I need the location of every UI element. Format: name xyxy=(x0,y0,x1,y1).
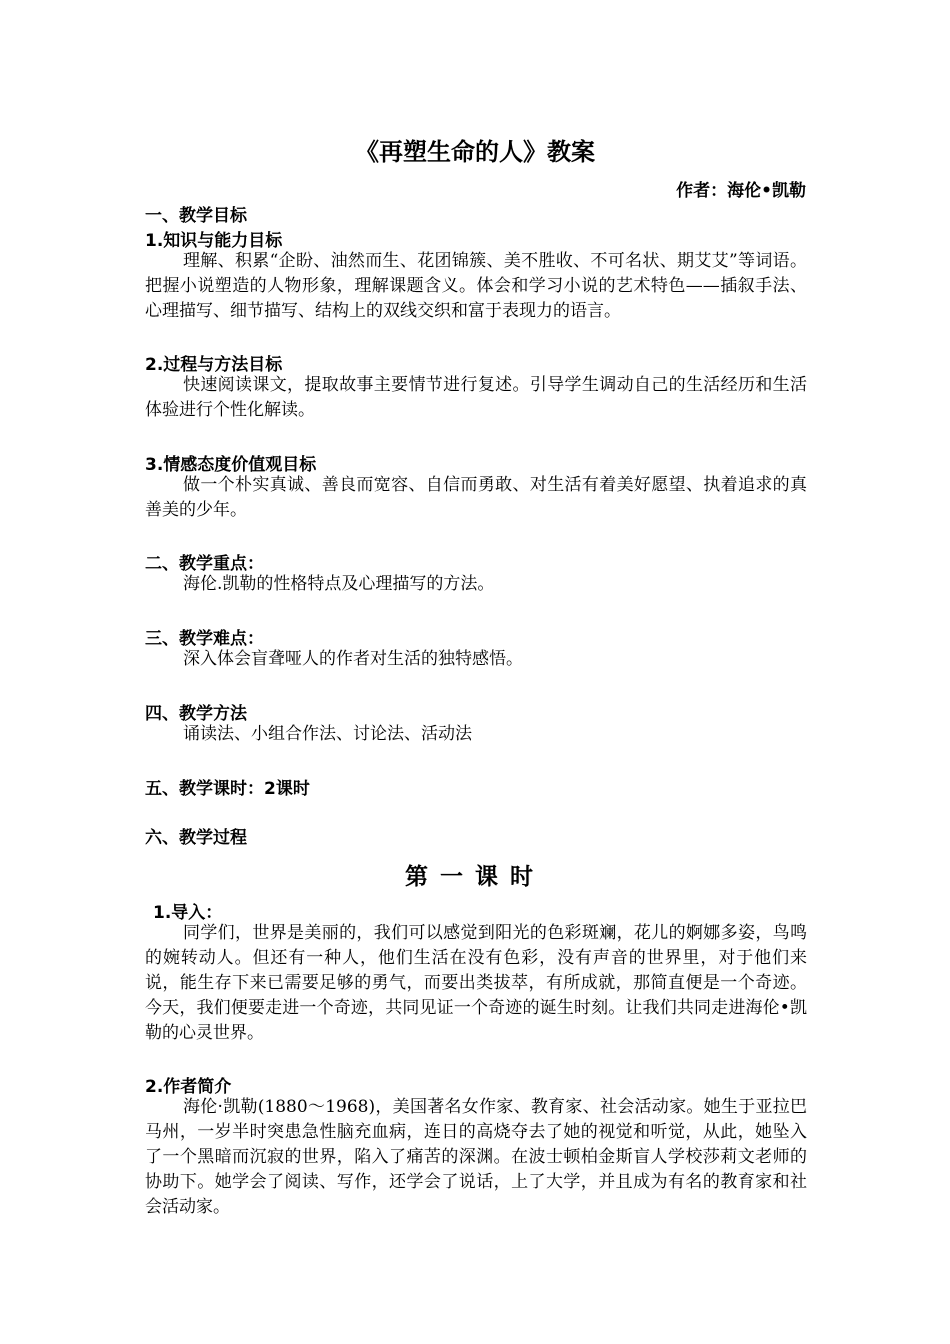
document-author: 作者：海伦•凯勒 xyxy=(676,181,806,201)
heading-key-points: 二、教学重点： xyxy=(145,554,264,574)
paragraph-process-method: 快速阅读课文，提取故事主要情节进行复述。引导学生调动自己的生活经历和生活体验进行个性化解读。 xyxy=(145,375,807,420)
paragraph-introduction: 同学们，世界是美丽的，我们可以感觉到阳光的色彩斑斓，花儿的婀娜多姿，鸟鸣的婉转动人。但还有一种人，他们生活在没有色彩，没有声音的世界里，对于他们来说，能生存下来已需要足够的勇气，而要出类拔萃，有所成就，那简直便是一个奇迹。今天，我们便要走进一个奇迹，共同见证一个奇迹的诞生时刻。让我们共同走进海伦•凯勒的心灵世界。 xyxy=(145,923,807,1043)
heading-difficulties: 三、教学难点： xyxy=(145,629,264,649)
document-title: 《再塑生命的人》教案 xyxy=(355,138,595,166)
paragraph-difficulties: 深入体会盲聋哑人的作者对生活的独特感悟。 xyxy=(183,649,523,669)
heading-class-hours: 五、教学课时：2课时 xyxy=(145,779,310,799)
paragraph-author-intro: 海伦·凯勒(1880～1968)，美国著名女作家、教育家、社会活动家。她生于亚拉巴马州，一岁半时突患急性脑充血病，连日的高烧夺去了她的视觉和听觉，从此，她坠入了一个黑暗而沉寂的世界，陷入了痛苦的深渊。在波士顿柏金斯盲人学校莎莉文老师的协助下。她学会了阅读、写作，还学会了说话，上了大学，并且成为有名的教育家和社会活动家。 xyxy=(145,1097,807,1217)
paragraph-methods: 诵读法、小组合作法、讨论法、活动法 xyxy=(183,724,472,744)
heading-author-intro: 2.作者简介 xyxy=(145,1077,232,1097)
paragraph-key-points: 海伦.凯勒的性格特点及心理描写的方法。 xyxy=(183,574,495,594)
heading-teaching-process: 六、教学过程 xyxy=(145,828,247,848)
heading-knowledge-ability: 1.知识与能力目标 xyxy=(145,231,283,251)
heading-teaching-goals: 一、教学目标 xyxy=(145,206,247,226)
heading-process-method: 2.过程与方法目标 xyxy=(145,355,283,375)
lesson-title: 第一课时 xyxy=(405,864,545,890)
heading-methods: 四、教学方法 xyxy=(145,704,247,724)
paragraph-emotion-values: 做一个朴实真诚、善良而宽容、自信而勇敢、对生活有着美好愿望、执着追求的真善美的少年。 xyxy=(145,475,807,520)
heading-emotion-values: 3.情感态度价值观目标 xyxy=(145,455,317,475)
paragraph-knowledge-ability: 理解、积累“企盼、油然而生、花团锦簇、美不胜收、不可名状、期艾艾”等词语。把握小说塑造的人物形象，理解课题含义。体会和学习小说的艺术特色——插叙手法、心理描写、细节描写、结构上的双线交织和富于表现力的语言。 xyxy=(145,251,807,321)
heading-introduction: 1.导入： xyxy=(153,903,223,923)
